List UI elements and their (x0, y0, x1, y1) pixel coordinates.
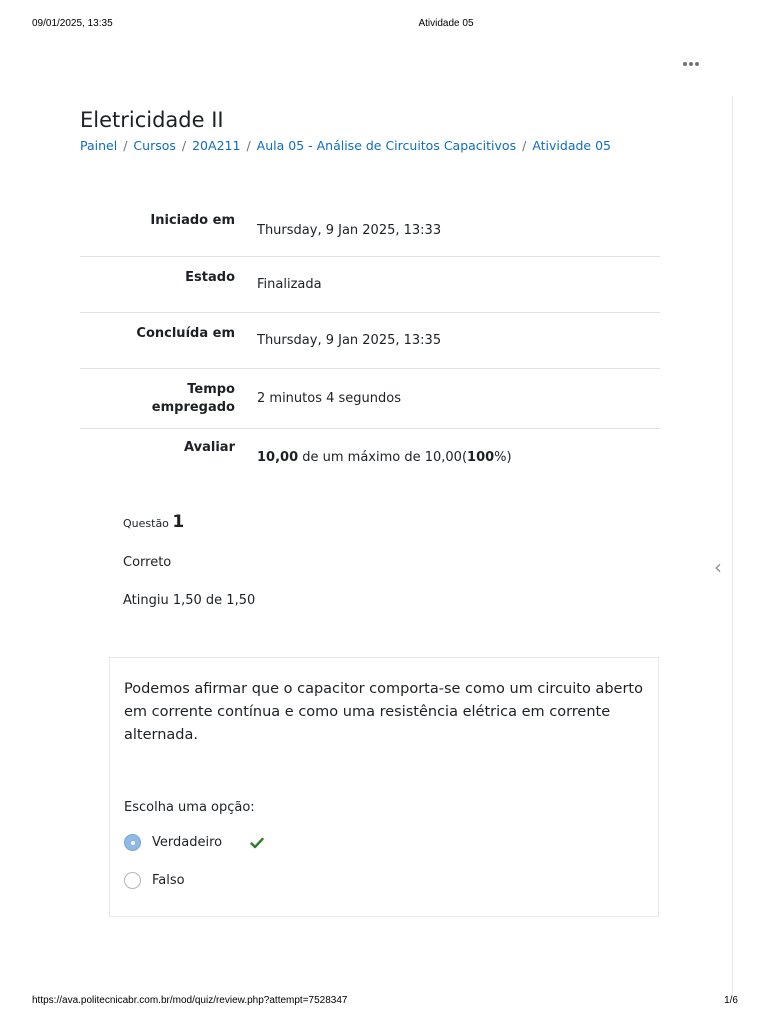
breadcrumb: Painel / Cursos / 20A211 / Aula 05 - Análise de Circuitos Capacitivos / Atividade 05 (80, 138, 611, 153)
summary-value: 2 minutos 4 segundos (257, 391, 401, 406)
print-header (0, 18, 768, 30)
breadcrumb-item-cursos[interactable]: Cursos (133, 138, 176, 153)
answer-prompt: Escolha uma opção: (124, 800, 255, 815)
question-label: Questão (123, 517, 169, 530)
summary-label-line: empregado (151, 400, 235, 415)
breadcrumb-item-course[interactable]: 20A211 (192, 138, 241, 153)
chevron-left-icon[interactable]: ‹ (714, 555, 722, 579)
more-options-icon[interactable] (683, 58, 699, 70)
question-content-box (109, 657, 659, 917)
summary-row-state (80, 257, 660, 313)
option-verdadeiro[interactable] (124, 834, 264, 851)
summary-label: Avaliar (184, 440, 235, 455)
print-url: https://ava.politecnicabr.com.br/mod/quiz/review.php?attempt=7528347 (32, 995, 348, 1006)
summary-label: Estado (185, 270, 235, 285)
summary-row-completed (80, 313, 660, 369)
summary-value: Finalizada (257, 277, 322, 292)
question-info (123, 512, 184, 532)
grade-percent: 100 (467, 449, 495, 465)
breadcrumb-item-activity[interactable]: Atividade 05 (532, 138, 611, 153)
radio-button-selected[interactable] (124, 834, 141, 851)
radio-button[interactable] (124, 872, 141, 889)
summary-row-grade (80, 429, 660, 485)
summary-value: Thursday, 9 Jan 2025, 13:33 (257, 222, 442, 238)
grade-score: 10,00 (257, 449, 299, 465)
check-icon (250, 837, 264, 849)
summary-row-time (80, 369, 660, 429)
print-page-number: 1/6 (724, 995, 738, 1006)
question-number (123, 512, 185, 532)
option-label: Falso (152, 873, 185, 888)
breadcrumb-item-section[interactable]: Aula 05 - Análise de Circuitos Capacitivos (256, 138, 517, 153)
print-datetime: 09/01/2025, 13:35 (32, 18, 113, 29)
summary-label: Iniciado em (150, 213, 235, 228)
question-mark: Atingiu 1,50 de 1,50 (123, 593, 256, 608)
option-label: Verdadeiro (152, 835, 223, 850)
summary-value (235, 429, 660, 485)
grade-text-end: %) (494, 449, 512, 465)
page-title: Eletricidade II (80, 108, 224, 132)
summary-value: Thursday, 9 Jan 2025, 13:35 (257, 333, 442, 348)
grade-text: de um máximo de 10,00( (298, 449, 468, 465)
question-text: Podemos afirmar que o capacitor comporta-se como um circuito aberto em corrente contínua e como uma resistência elétrica em corrente alternada. (124, 681, 643, 743)
summary-row-started (80, 200, 660, 257)
attempt-summary-table (80, 200, 660, 485)
summary-label (80, 369, 235, 428)
summary-label-line: Tempo (187, 382, 235, 397)
breadcrumb-item-painel[interactable]: Painel (80, 138, 118, 153)
print-title: Atividade 05 (418, 18, 474, 29)
print-footer (0, 995, 768, 1007)
question-state: Correto (123, 555, 172, 570)
drawer-divider (732, 96, 733, 996)
option-falso[interactable] (124, 872, 185, 889)
question-number-value: 1 (172, 512, 185, 532)
summary-label: Concluída em (136, 326, 235, 341)
